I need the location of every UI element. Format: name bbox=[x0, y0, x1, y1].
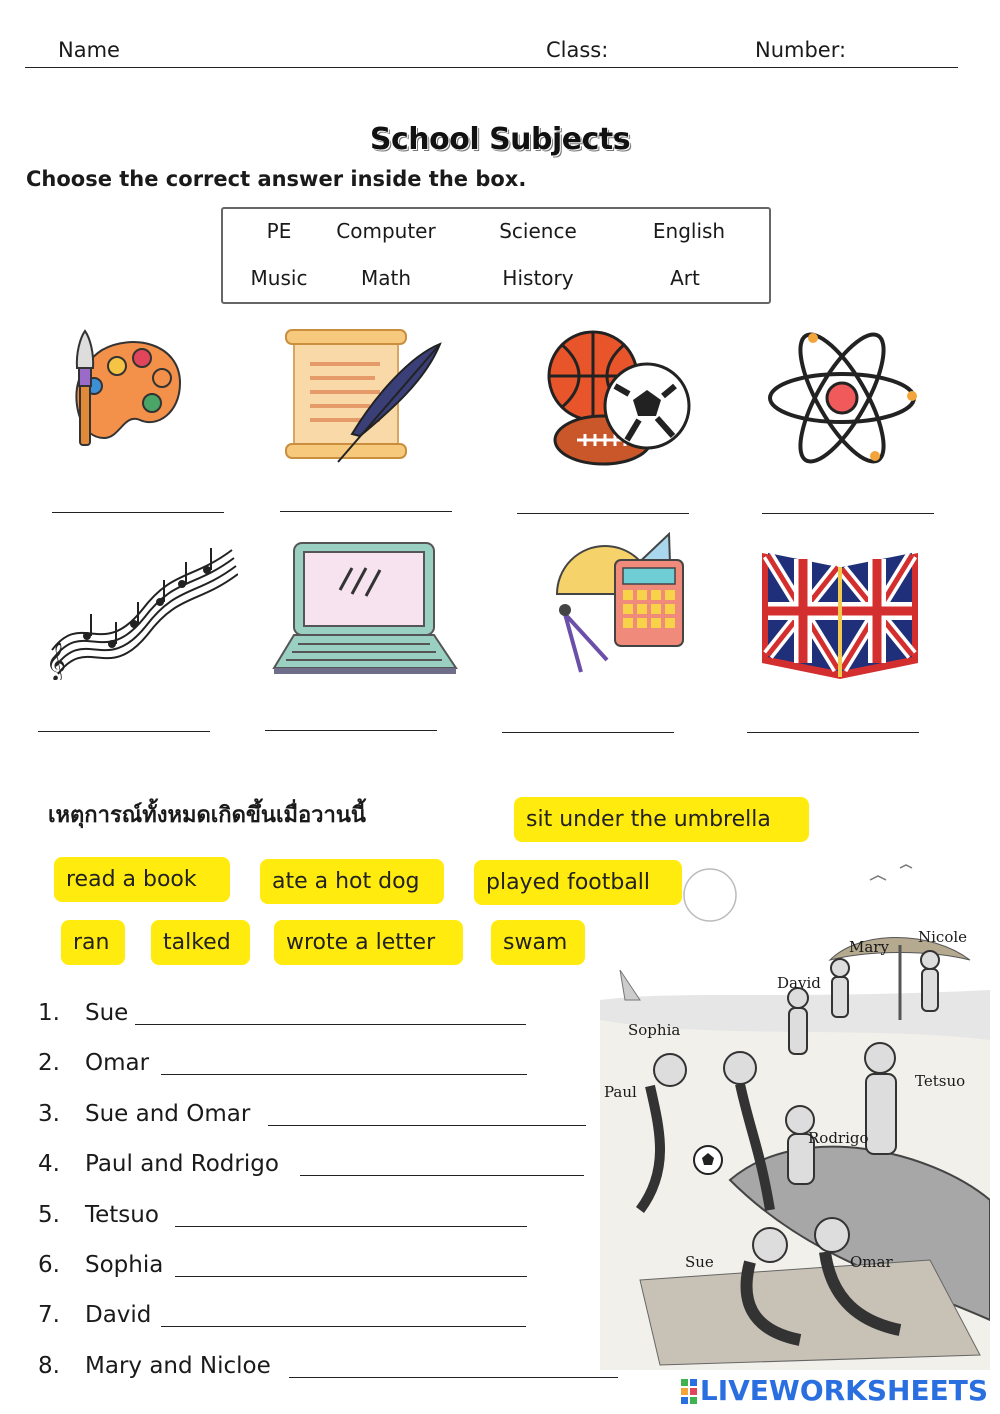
question-number: 3. bbox=[38, 1101, 60, 1127]
answer-line-6[interactable] bbox=[265, 730, 437, 731]
answer-line-q3[interactable] bbox=[268, 1125, 586, 1126]
label-paul: Paul bbox=[604, 1083, 637, 1101]
label-mary: Mary bbox=[849, 938, 889, 956]
answer-line-3[interactable] bbox=[517, 513, 689, 514]
label-david: David bbox=[777, 974, 821, 992]
label-tetsuo: Tetsuo bbox=[915, 1072, 966, 1090]
question-number: 1. bbox=[38, 1000, 60, 1026]
word-computer: Computer bbox=[336, 219, 436, 243]
music-staff-icon bbox=[42, 540, 238, 680]
phrase-chip-played-football[interactable]: played football bbox=[474, 860, 682, 905]
logo-mark-icon bbox=[680, 1378, 698, 1406]
word-math: Math bbox=[360, 266, 412, 290]
question-number: 4. bbox=[38, 1151, 60, 1177]
question-subject: Omar bbox=[85, 1050, 150, 1076]
question-subject: Mary and Nicloe bbox=[85, 1353, 271, 1379]
question-4 bbox=[38, 1151, 279, 1177]
phrase-chip-umbrella[interactable]: sit under the umbrella bbox=[514, 797, 809, 842]
question-number: 5. bbox=[38, 1202, 60, 1228]
scroll-quill-icon bbox=[280, 326, 448, 464]
question-8 bbox=[38, 1353, 271, 1379]
logo-text: LIVEWORKSHEETS bbox=[699, 1374, 988, 1407]
word-box bbox=[221, 207, 771, 304]
question-subject: David bbox=[85, 1302, 152, 1328]
name-label: Name bbox=[58, 38, 120, 62]
answer-line-2[interactable] bbox=[280, 511, 452, 512]
question-2 bbox=[38, 1050, 149, 1076]
page-title: School Subjects bbox=[369, 122, 631, 157]
phrase-chip-read-a-book[interactable]: read a book bbox=[54, 857, 230, 902]
question-3 bbox=[38, 1101, 250, 1127]
phrase-chip-swam[interactable]: swam bbox=[491, 920, 585, 965]
word-science: Science bbox=[499, 219, 577, 243]
phrase-chip-talked[interactable]: talked bbox=[151, 920, 250, 965]
question-number: 7. bbox=[38, 1302, 60, 1328]
thai-heading: เหตุการณ์ทั้งหมดเกิดขึ้นเมื่อวานนี้ bbox=[48, 803, 366, 828]
sports-balls-icon bbox=[545, 328, 693, 468]
liveworksheets-logo bbox=[680, 1374, 988, 1407]
label-omar: Omar bbox=[850, 1253, 893, 1271]
question-subject: Sue and Omar bbox=[85, 1101, 251, 1127]
question-number: 2. bbox=[38, 1050, 60, 1076]
question-5 bbox=[38, 1202, 159, 1228]
question-number: 6. bbox=[38, 1252, 60, 1278]
word-art: Art bbox=[670, 266, 700, 290]
question-7 bbox=[38, 1302, 151, 1328]
answer-line-8[interactable] bbox=[747, 732, 919, 733]
word-english: English bbox=[652, 219, 726, 243]
question-subject: Sophia bbox=[85, 1252, 164, 1278]
word-history: History bbox=[502, 266, 574, 290]
answer-line-1[interactable] bbox=[52, 512, 224, 513]
word-pe: PE bbox=[266, 219, 292, 243]
phrase-chip-wrote-a-letter[interactable]: wrote a letter bbox=[274, 920, 463, 965]
answer-line-5[interactable] bbox=[38, 731, 210, 732]
phrase-chip-ate-a-hot-dog[interactable]: ate a hot dog bbox=[260, 859, 444, 904]
answer-line-q7[interactable] bbox=[161, 1326, 526, 1327]
palette-icon bbox=[62, 328, 186, 452]
label-sue: Sue bbox=[685, 1253, 714, 1271]
svg-text:𝄞: 𝄞 bbox=[46, 641, 67, 680]
answer-line-q1[interactable] bbox=[135, 1024, 526, 1025]
instruction-text: Choose the correct answer inside the box. bbox=[26, 167, 527, 191]
question-subject: Tetsuo bbox=[85, 1202, 159, 1228]
header-underline bbox=[25, 67, 958, 68]
math-tools-icon bbox=[545, 532, 695, 678]
answer-line-q8[interactable] bbox=[289, 1377, 618, 1378]
question-6 bbox=[38, 1252, 163, 1278]
answer-line-q6[interactable] bbox=[175, 1276, 527, 1277]
word-music: Music bbox=[250, 266, 308, 290]
answer-line-q5[interactable] bbox=[175, 1226, 527, 1227]
question-1 bbox=[38, 1000, 128, 1026]
label-sophia: Sophia bbox=[628, 1021, 681, 1039]
answer-line-7[interactable] bbox=[502, 732, 674, 733]
number-label: Number: bbox=[755, 38, 847, 62]
answer-line-q4[interactable] bbox=[300, 1175, 584, 1176]
label-nicole: Nicole bbox=[918, 928, 968, 946]
question-subject: Sue bbox=[85, 1000, 129, 1026]
laptop-icon bbox=[270, 540, 460, 680]
label-rodrigo: Rodrigo bbox=[808, 1129, 869, 1147]
answer-line-4[interactable] bbox=[762, 513, 934, 514]
phrase-chip-ran[interactable]: ran bbox=[61, 920, 125, 965]
union-jack-book-icon bbox=[760, 545, 920, 681]
question-number: 8. bbox=[38, 1353, 60, 1379]
class-label: Class: bbox=[546, 38, 609, 62]
atom-icon bbox=[765, 330, 919, 466]
question-subject: Paul and Rodrigo bbox=[85, 1151, 279, 1177]
answer-line-q2[interactable] bbox=[161, 1074, 527, 1075]
